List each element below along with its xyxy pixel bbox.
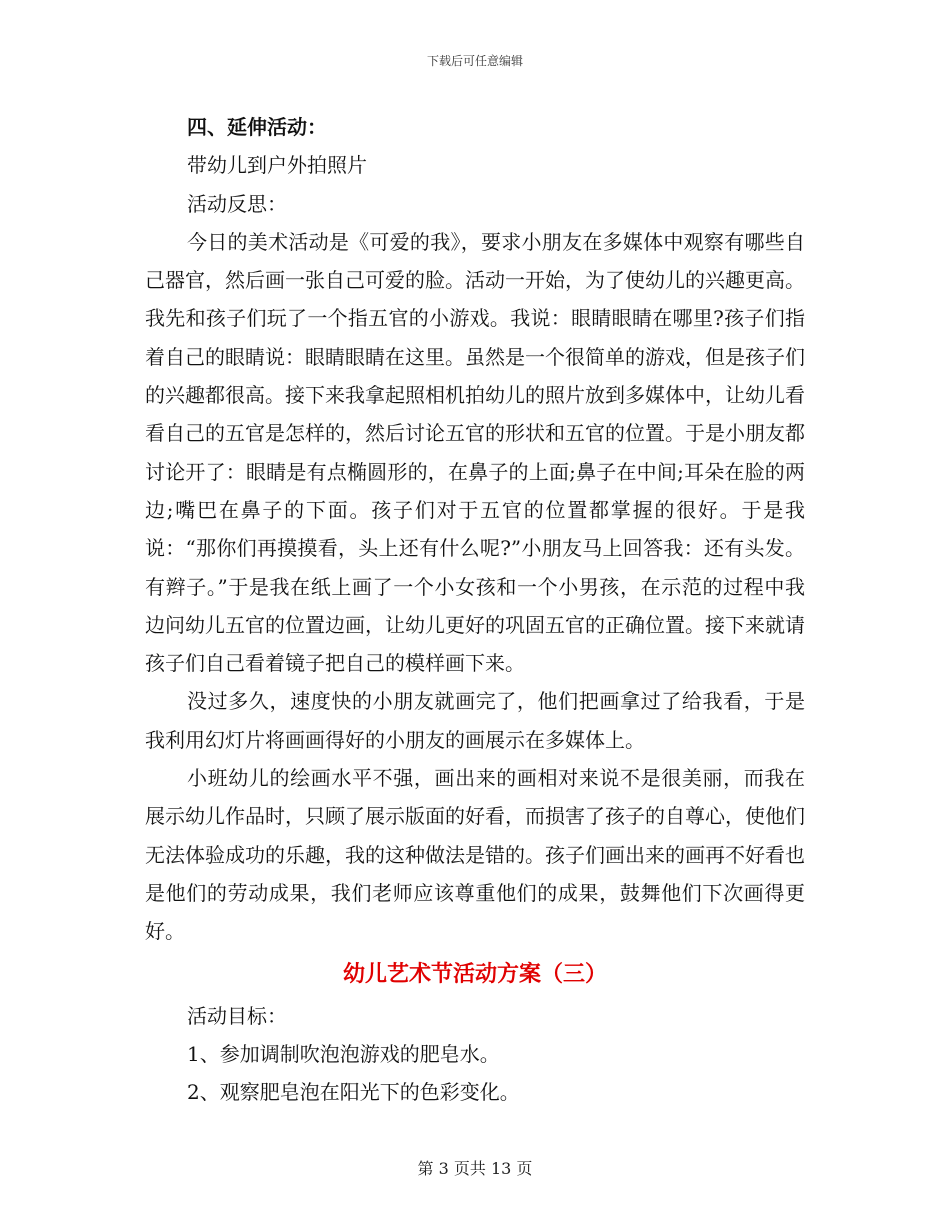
paragraph: 没过多久，速度快的小朋友就画完了，他们把画拿过了给我看，于是我利用幻灯片将画画得好的小朋友的画展示在多媒体上。: [145, 689, 805, 752]
goal-item: 1、参加调制吹泡泡游戏的肥皂水。: [187, 1042, 500, 1067]
paragraph: 小班幼儿的绘画水平不强，画出来的画相对来说不是很美丽，而我在展示幼儿作品时，只顾了展示版面的好看，而损害了孩子的自尊心，使他们无法体验成功的乐趣，我的这种做法是错的。孩子们画出来的画再不好看也是他们的劳动成果，我们老师应该尊重他们的成果，鼓舞他们下次画得更好。: [145, 766, 805, 944]
goals-label: 活动目标：: [187, 1003, 287, 1028]
goal-item: 2、观察肥皂泡在阳光下的色彩变化。: [187, 1080, 520, 1105]
plan-title: 幼儿艺术节活动方案（三）: [342, 960, 607, 987]
page-footer: 第 3 页共 13 页: [417, 1159, 533, 1178]
section-heading: 四、延伸活动：: [187, 115, 327, 139]
page-header: 下载后可任意编辑: [426, 54, 523, 68]
reflection-label: 活动反思：: [187, 191, 287, 216]
activity-line: 带幼儿到户外拍照片: [187, 153, 367, 178]
document-body: [145, 108, 805, 1112]
paragraph: 今日的美术活动是《可爱的我》，要求小朋友在多媒体中观察有哪些自己器官，然后画一张自己可爱的脸。活动一开始，为了使幼儿的兴趣更高。我先和孩子们玩了一个指五官的小游戏。我说：眼睛眼睛在哪里?孩子们指着自己的眼睛说：眼睛眼睛在这里。虽然是一个很简单的游戏，但是孩子们的兴趣都很高。接下来我拿起照相机拍幼儿的照片放到多媒体中，让幼儿看看自己的五官是怎样的，然后讨论五官的形状和五官的位置。于是小朋友都讨论开了：眼睛是有点椭圆形的，在鼻子的上面;鼻子在中间;耳朵在脸的两边;嘴巴在鼻子的下面。孩子们对于五官的位置都掌握的很好。于是我说：“那你们再摸摸看，头上还有什么呢?”小朋友马上回答我：还有头发。有辫子。”于是我在纸上画了一个小女孩和一个小男孩，在示范的过程中我边问幼儿五官的位置边画，让幼儿更好的巩固五官的正确位置。接下来就请孩子们自己看着镜子把自己的模样画下来。: [145, 229, 805, 676]
